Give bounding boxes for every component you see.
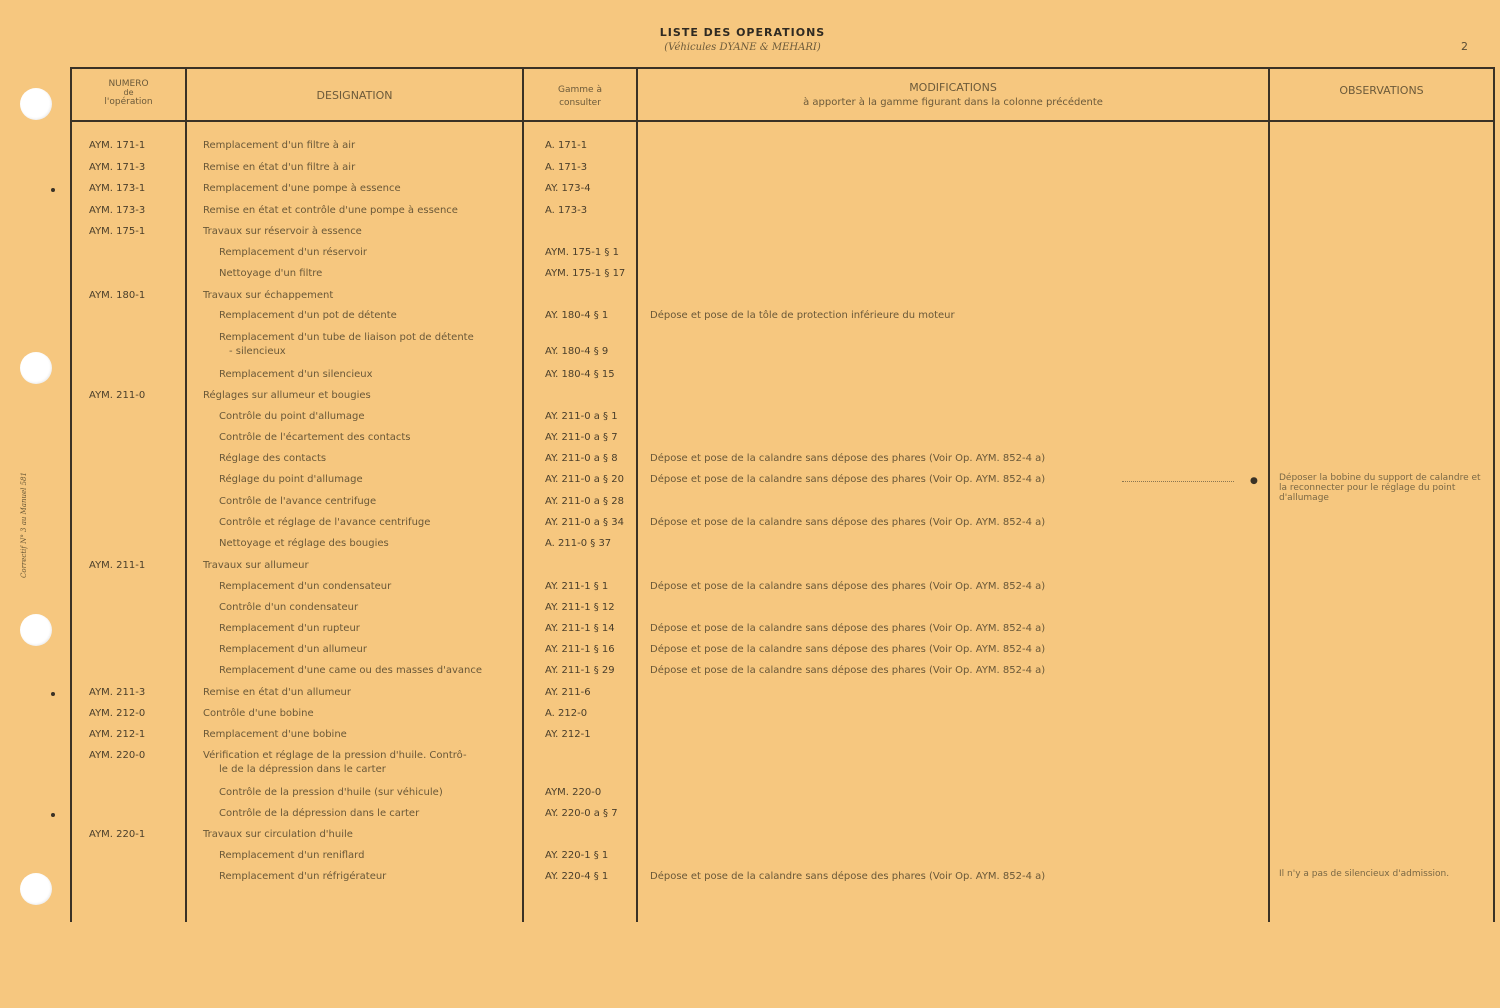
bullet-icon: ● xyxy=(1250,476,1258,486)
leader-dots xyxy=(1122,481,1234,482)
modification-note: Dépose et pose de la calandre sans dépose des phares (Voir Op. AYM. 852-4 a) xyxy=(650,644,1046,655)
gamme-reference: AY. 220-4 § 1 xyxy=(545,871,609,882)
column-header-modifications: MODIFICATIONS à apporter à la gamme figurant dans la colonne précédente xyxy=(803,81,1103,108)
operation-number: AYM. 220-0 xyxy=(89,750,146,761)
operation-designation: Remplacement d'une bobine xyxy=(203,729,347,740)
column-header-gamme: Gamme à consulter xyxy=(558,85,602,108)
observation-note: Il n'y a pas de silencieux d'admission. xyxy=(1279,869,1450,879)
gamme-reference: AY. 211-1 § 16 xyxy=(545,644,615,655)
operation-designation: Contrôle du point d'allumage xyxy=(219,411,365,422)
operation-designation: Contrôle de l'avance centrifuge xyxy=(219,496,377,507)
operation-designation: Contrôle d'un condensateur xyxy=(219,602,359,613)
gamme-reference: AY. 180-4 § 1 xyxy=(545,310,609,321)
operation-designation: Contrôle de la pression d'huile (sur véhicule) xyxy=(219,787,443,798)
operation-designation: Remplacement d'un rupteur xyxy=(219,623,360,634)
gamme-reference: AY. 220-0 a § 7 xyxy=(545,808,618,819)
operation-designation: Remise en état et contrôle d'une pompe à essence xyxy=(203,205,458,216)
gamme-reference: A. 212-0 xyxy=(545,708,588,719)
operation-designation-continued: le de la dépression dans le carter xyxy=(219,764,386,775)
operation-number: AYM. 211-0 xyxy=(89,390,146,401)
gamme-reference: AY. 211-0 a § 7 xyxy=(545,432,618,443)
gamme-reference: AY. 211-0 a § 8 xyxy=(545,453,618,464)
operation-designation: Travaux sur réservoir à essence xyxy=(203,226,362,237)
operation-number: AYM. 211-1 xyxy=(89,560,146,571)
gamme-reference: AY. 211-1 § 12 xyxy=(545,602,615,613)
modification-note: Dépose et pose de la calandre sans dépose des phares (Voir Op. AYM. 852-4 a) xyxy=(650,474,1046,485)
operation-designation: Vérification et réglage de la pression d'huile. Contrô- xyxy=(203,750,467,761)
operation-designation: Remplacement d'un réservoir xyxy=(219,247,368,258)
gamme-reference: A. 173-3 xyxy=(545,205,588,216)
modification-note: Dépose et pose de la tôle de protection inférieure du moteur xyxy=(650,310,955,321)
operation-number: AYM. 180-1 xyxy=(89,290,146,301)
gamme-reference: A. 171-3 xyxy=(545,162,588,173)
observation-note: Déposer la bobine du support de calandre et la reconnecter pour le réglage du point d'allumage xyxy=(1279,473,1481,503)
margin-note: Correctif N° 3 au Manuel 581 xyxy=(20,472,28,578)
operation-designation: Travaux sur allumeur xyxy=(203,560,309,571)
operation-designation: Contrôle et réglage de l'avance centrifuge xyxy=(219,517,431,528)
gamme-reference: AY. 212-1 xyxy=(545,729,591,740)
gamme-reference: AY. 211-0 a § 28 xyxy=(545,496,624,507)
column-header-designation: DESIGNATION xyxy=(316,89,393,102)
operation-designation: Remise en état d'un allumeur xyxy=(203,687,351,698)
modification-note: Dépose et pose de la calandre sans dépose des phares (Voir Op. AYM. 852-4 a) xyxy=(650,453,1046,464)
gamme-reference: AY. 180-4 § 15 xyxy=(545,369,615,380)
operation-number: AYM. 175-1 xyxy=(89,226,146,237)
operation-designation: Nettoyage et réglage des bougies xyxy=(219,538,389,549)
operation-designation: Remplacement d'un pot de détente xyxy=(219,310,397,321)
page-subtitle: (Véhicules DYANE & MEHARI) xyxy=(664,42,821,53)
page-title: LISTE DES OPERATIONS xyxy=(659,26,826,39)
operation-designation: Réglage du point d'allumage xyxy=(219,474,363,485)
operation-number: AYM. 212-0 xyxy=(89,708,146,719)
gamme-reference: A. 211-0 § 37 xyxy=(545,538,612,549)
modification-note: Dépose et pose de la calandre sans dépose des phares (Voir Op. AYM. 852-4 a) xyxy=(650,665,1046,676)
operation-designation: Remplacement d'un réfrigérateur xyxy=(219,871,387,882)
operation-number: AYM. 173-3 xyxy=(89,205,146,216)
operation-designation: Travaux sur circulation d'huile xyxy=(203,829,353,840)
page-number: 2 xyxy=(1461,40,1468,53)
operation-number: AYM. 171-1 xyxy=(89,140,146,151)
modification-note: Dépose et pose de la calandre sans dépose des phares (Voir Op. AYM. 852-4 a) xyxy=(650,623,1046,634)
operation-designation: Contrôle de l'écartement des contacts xyxy=(219,432,411,443)
column-header-observations: OBSERVATIONS xyxy=(1339,84,1424,97)
operation-designation: Remplacement d'une pompe à essence xyxy=(203,183,401,194)
operation-designation: Remplacement d'un tube de liaison pot de détente xyxy=(219,332,474,343)
gamme-reference: AYM. 175-1 § 1 xyxy=(545,247,619,258)
operation-designation-continued: - silencieux xyxy=(229,346,286,357)
gamme-reference: AY. 173-4 xyxy=(545,183,591,194)
gamme-reference: A. 171-1 xyxy=(545,140,588,151)
gamme-reference: AY. 211-1 § 1 xyxy=(545,581,609,592)
operation-designation: Nettoyage d'un filtre xyxy=(219,268,323,279)
operation-number: AYM. 211-3 xyxy=(89,687,146,698)
gamme-reference: AY. 220-1 § 1 xyxy=(545,850,609,861)
gamme-reference: AY. 211-6 xyxy=(545,687,591,698)
operation-designation: Contrôle d'une bobine xyxy=(203,708,314,719)
operation-designation: Réglage des contacts xyxy=(219,453,327,464)
operation-designation: Travaux sur échappement xyxy=(203,290,334,301)
operation-designation: Remplacement d'un allumeur xyxy=(219,644,367,655)
column-header-numero: NUMERO de l'opération xyxy=(104,79,153,107)
modification-note: Dépose et pose de la calandre sans dépose des phares (Voir Op. AYM. 852-4 a) xyxy=(650,517,1046,528)
operation-designation: Contrôle de la dépression dans le carter xyxy=(219,808,420,819)
operation-number: AYM. 171-3 xyxy=(89,162,146,173)
modification-note: Dépose et pose de la calandre sans dépose des phares (Voir Op. AYM. 852-4 a) xyxy=(650,871,1046,882)
gamme-reference: AY. 211-1 § 14 xyxy=(545,623,615,634)
gamme-reference: AY. 180-4 § 9 xyxy=(545,346,609,357)
gamme-reference: AYM. 220-0 xyxy=(545,787,602,798)
operation-designation: Réglages sur allumeur et bougies xyxy=(203,390,371,401)
gamme-reference: AY. 211-0 a § 1 xyxy=(545,411,618,422)
operation-designation: Remplacement d'un silencieux xyxy=(219,369,373,380)
gamme-reference: AYM. 175-1 § 17 xyxy=(545,268,626,279)
modification-note: Dépose et pose de la calandre sans dépose des phares (Voir Op. AYM. 852-4 a) xyxy=(650,581,1046,592)
operation-designation: Remise en état d'un filtre à air xyxy=(203,162,356,173)
gamme-reference: AY. 211-0 a § 20 xyxy=(545,474,624,485)
operation-designation: Remplacement d'une came ou des masses d'avance xyxy=(219,665,483,676)
operation-designation: Remplacement d'un filtre à air xyxy=(203,140,356,151)
operation-designation: Remplacement d'un condensateur xyxy=(219,581,392,592)
gamme-reference: AY. 211-1 § 29 xyxy=(545,665,615,676)
operation-number: AYM. 220-1 xyxy=(89,829,146,840)
operation-designation: Remplacement d'un reniflard xyxy=(219,850,365,861)
operation-number: AYM. 212-1 xyxy=(89,729,146,740)
operation-number: AYM. 173-1 xyxy=(89,183,146,194)
gamme-reference: AY. 211-0 a § 34 xyxy=(545,517,624,528)
